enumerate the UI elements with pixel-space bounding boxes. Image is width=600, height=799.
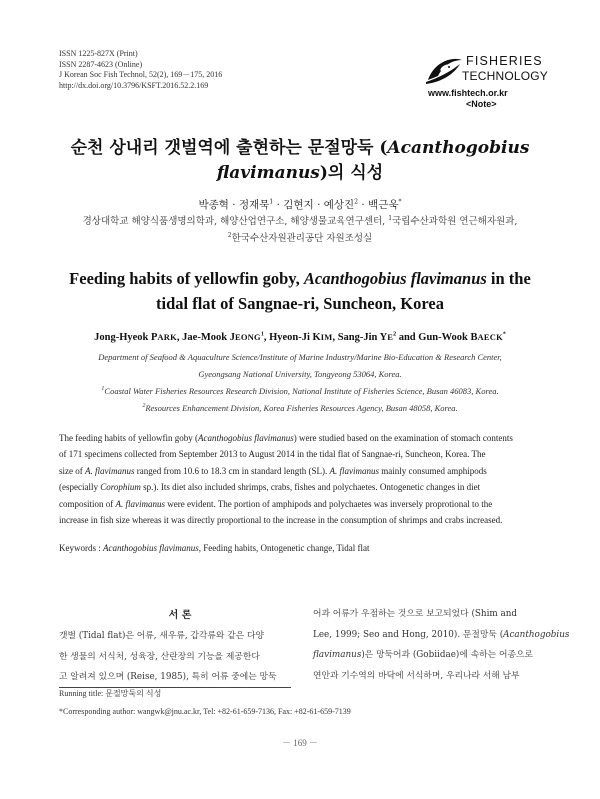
abstract-line: of 171 specimens collected from September 2013 to August 2014 in the tidal flat of Sangnae-ri, Suncheon, Korea. The xyxy=(59,449,486,460)
author-en: Gun-Wook BAECK* xyxy=(418,331,506,343)
english-affiliation-line4: $^2$Resources Enhancement Division, Korea Fisheries Resources Agency, Busan 48058, Korea. xyxy=(142,403,458,413)
english-title-line1: Feeding habits of yellowfin goby, Acanthogobius flavimanus in the xyxy=(69,269,531,288)
english-affiliation-line2: Gyeongsang National University, Tongyeong 53064, Korea. xyxy=(198,369,402,379)
body-line: Lee, 1999; Seo and Hong, 2010). 문절망둑 (Acanthogobius xyxy=(313,629,570,640)
abstract-line: (especially Corophium sp.). Its diet also included shrimps, crabs, fishes and polychaetes. Ontogenetic changes in diet xyxy=(59,482,481,493)
body-line: 연안과 기수역의 바닥에 서식하며, 우리나라 서해 남부 xyxy=(313,670,520,681)
journal-website[interactable]: www.fishtech.or.kr xyxy=(428,88,508,98)
author-en: Hyeon-Ji KIM xyxy=(269,332,333,343)
keywords: Keywords : Acanthogobius flavimanus, Feeding habits, Ontogenetic change, Tidal flat xyxy=(59,543,370,553)
author-ko: 백근욱* xyxy=(368,198,402,211)
korean-authors xyxy=(0,197,600,212)
author-separator: · xyxy=(276,199,280,211)
journal-logo xyxy=(424,52,548,88)
fish-emblem-icon xyxy=(424,52,464,88)
corresponding-author: *Corresponding author: wangwk@jnu.ac.kr, Tel: +82-61-659-7136, Fax: +82-61-659-7139 xyxy=(59,707,351,716)
author-ko: 정재묵$^1$ xyxy=(238,198,274,211)
english-affiliation-line1: Department of Seafood & Aquaculture Science/Institute of Marine Industry/Marine Bio-Education & Research Center, xyxy=(98,352,502,362)
abstract-line: composition of A. flavimanus were evident. The portion of amphipods and polychaetes was inversely proprotional to the xyxy=(59,498,493,509)
body-line: 고 알려져 있으며 (Reise, 1985), 특히 어류 중에는 망둑 xyxy=(59,672,277,682)
article-type: <Note> xyxy=(466,99,497,109)
korean-title-line2 xyxy=(0,158,600,183)
section-heading-introduction: 서 론 xyxy=(168,610,192,621)
korean-title-line1 xyxy=(0,133,600,158)
english-authors: Jong-Hyeok PARK, Jae-Mook JEONG$^1$, Hyeon-Ji KIM, Sang-Jin $YE^2$ and Gun-Wook BAECK* xyxy=(94,331,506,343)
page-number: － 169 － xyxy=(281,738,318,748)
body-line: 한 생물의 서식처, 성육장, 산란장의 기능을 제공한다 xyxy=(59,651,260,662)
korean-title-text2: )의 식성 xyxy=(319,163,384,183)
english-title-line2: tidal flat of Sangnae-ri, Suncheon, Korea xyxy=(155,294,444,313)
author-en: Sang-Jin $YE^2$ xyxy=(337,331,397,343)
body-line: 어과 어류가 우점하는 것으로 보고되었다 (Shim and xyxy=(313,609,518,619)
author-ko: 김현지 xyxy=(283,199,314,211)
abstract-line: increase in fish size whereas it was directly proportional to the increase in the consumption of shrimps and crabs increased. xyxy=(59,515,503,526)
logo-line2: TECHNOLOGY xyxy=(462,69,549,83)
body-left-column xyxy=(59,626,291,688)
author-en: Jong-Hyeok PARK xyxy=(94,332,177,343)
english-affiliation-line3: $^1$Coastal Water Fisheries Resources Research Division, National Institute of Fisheries Science, Busan 46083, Korea. xyxy=(101,386,499,396)
issn-online: ISSN 2287-4623 (Online) xyxy=(59,59,143,69)
korean-affiliation-line1: 경상대학교 해양식품생명의학과, 해양산업연구소, 해양생물교육연구센터, $^1$국립수산과학원 연근해자원과, xyxy=(82,214,518,227)
body-line: 갯벌 (Tidal flat)은 어류, 새우류, 갑각류와 같은 다양 xyxy=(59,631,265,641)
body-right-column xyxy=(313,604,570,686)
author-separator: · xyxy=(317,199,321,211)
running-title: Running title: 문절망둑의 식성 xyxy=(59,689,162,698)
issn-print: ISSN 1225-827X (Print) xyxy=(59,49,138,58)
korean-title-text: 순천 상내리 갯벌역에 출현하는 문절망둑 ( xyxy=(70,138,388,158)
abstract xyxy=(59,430,543,528)
logo-line1: FISHERIES xyxy=(466,54,543,68)
body-line: flavimanus)은 망둑어과 (Gobiidae)에 속하는 어종으로 xyxy=(313,650,533,660)
author-ko: 박종혁 xyxy=(198,199,229,211)
author-ko: 예상진$^2$ xyxy=(323,198,359,211)
abstract-line: size of A. flavimanus ranged from 10.6 to 18.3 cm in standard length (SL). A. flavimanus mainly consumed amphipods xyxy=(59,465,487,476)
doi-link[interactable]: http://dx.doi.org/10.3796/KSFT.2016.52.2.169 xyxy=(59,80,209,90)
abstract-line: The feeding habits of yellowfin goby (Acanthogobius flavimanus) were studied based on the examination of stomach contents xyxy=(59,433,513,443)
korean-title-species: Acanthogobius xyxy=(387,138,530,158)
author-en: Jae-Mook JEONG$^1$ xyxy=(182,331,264,343)
journal-citation: J Korean Soc Fish Technol, 52(2), 169－175, 2016 xyxy=(59,70,223,80)
korean-title-species2: flavimanus xyxy=(216,163,320,183)
author-separator: · xyxy=(361,199,365,211)
author-separator: · xyxy=(232,199,236,211)
journal-meta xyxy=(59,49,222,91)
korean-affiliation-line2: $^2$한국수산자원관리공단 자원조성실 xyxy=(227,231,373,244)
